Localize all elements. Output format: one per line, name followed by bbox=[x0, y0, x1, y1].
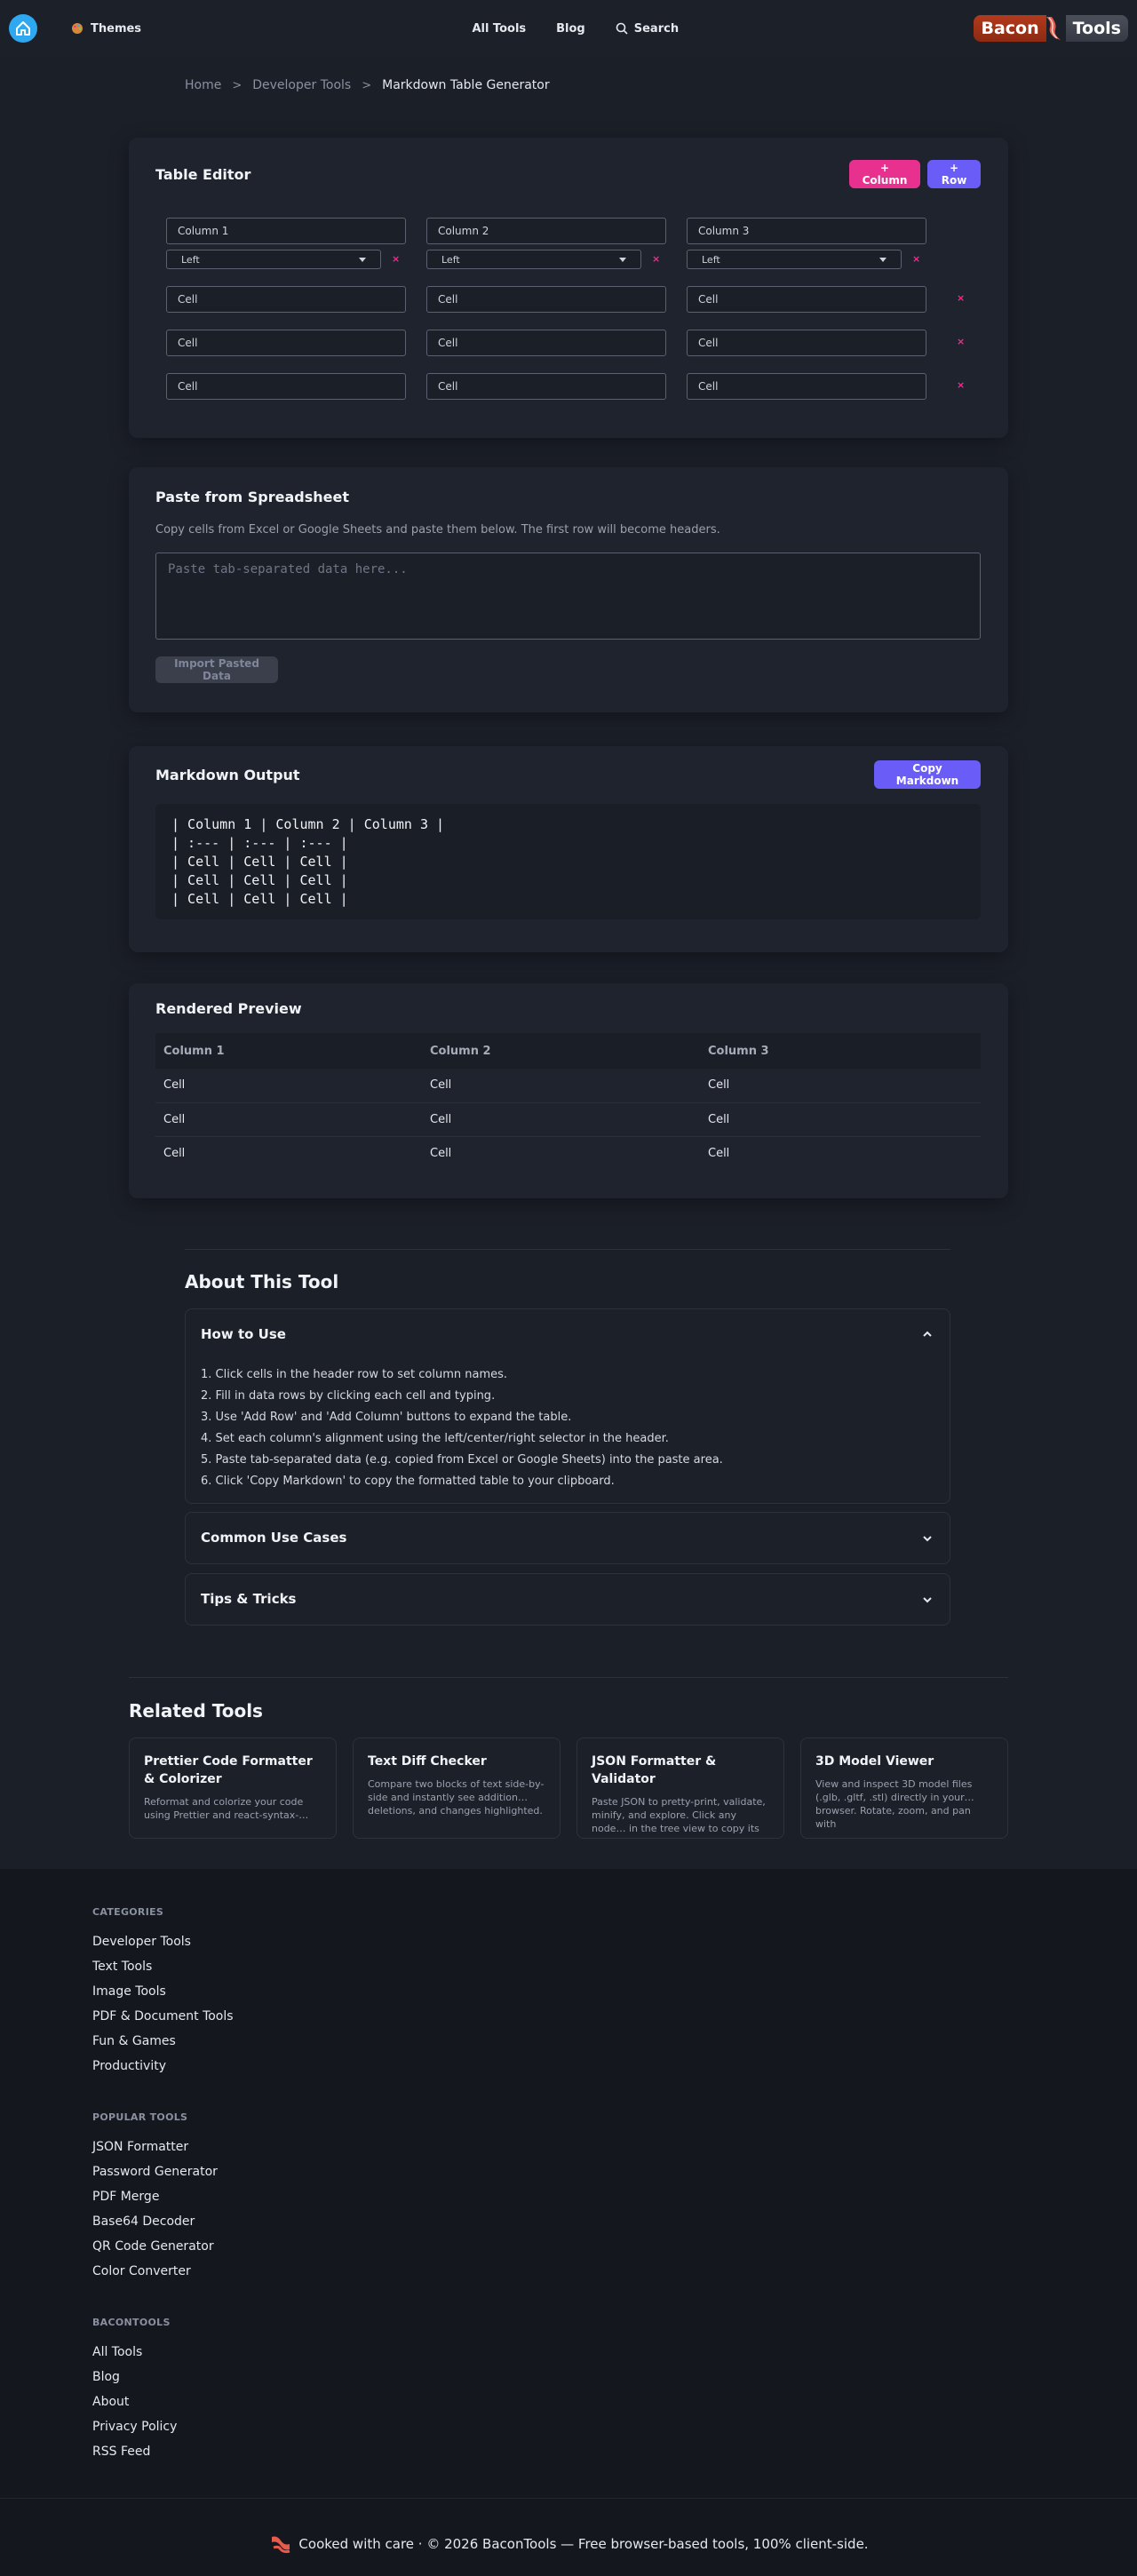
preview-cell: Cell bbox=[155, 1069, 422, 1102]
related-tool-card[interactable] bbox=[576, 1737, 784, 1839]
related-tool-card[interactable] bbox=[129, 1737, 337, 1839]
preview-cell: Cell bbox=[155, 1102, 422, 1136]
footer-link[interactable]: PDF & Document Tools bbox=[92, 2009, 234, 2023]
alignment-value: Left bbox=[702, 253, 720, 266]
footer-link[interactable]: QR Code Generator bbox=[92, 2239, 214, 2254]
cell-input[interactable]: Cell bbox=[166, 286, 406, 313]
table-row bbox=[155, 1136, 981, 1170]
chevron-down-icon bbox=[359, 258, 366, 262]
themes-label: Themes bbox=[91, 21, 142, 36]
themes-button[interactable] bbox=[71, 22, 141, 36]
accordion-tips-tricks[interactable] bbox=[185, 1573, 950, 1626]
footer-link[interactable]: Color Converter bbox=[92, 2264, 191, 2278]
related-tools-title: Related Tools bbox=[129, 1700, 263, 1721]
related-tool-desc: View and inspect 3D model files (.glb, .gltf, .stl) directly in your… browser. Rotate, zoom, and pan with bbox=[815, 1778, 974, 1830]
preview-cell: Cell bbox=[422, 1069, 700, 1102]
list-item: 3. Use 'Add Row' and 'Add Column' buttons to expand the table. bbox=[201, 1411, 572, 1424]
paste-card bbox=[129, 467, 1008, 712]
footer-link[interactable]: All Tools bbox=[92, 2345, 143, 2359]
footer-link[interactable]: Productivity bbox=[92, 2059, 166, 2073]
table-row bbox=[155, 1102, 981, 1136]
palette-icon bbox=[71, 22, 83, 35]
footer-link[interactable]: Developer Tools bbox=[92, 1935, 191, 1949]
related-tool-card[interactable] bbox=[353, 1737, 561, 1839]
preview-header-cell: Column 3 bbox=[700, 1033, 981, 1069]
list-item: 6. Click 'Copy Markdown' to copy the formatted table to your clipboard. bbox=[201, 1475, 615, 1488]
accordion-header[interactable]: Common Use Cases bbox=[201, 1530, 347, 1546]
add-column-button[interactable]: + Column bbox=[849, 160, 920, 188]
preview-cell: Cell bbox=[700, 1102, 981, 1136]
footer-link[interactable]: Base64 Decoder bbox=[92, 2214, 195, 2229]
code-line: | Cell | Cell | Cell | bbox=[171, 891, 348, 907]
list-item: 5. Paste tab-separated data (e.g. copied from Excel or Google Sheets) into the paste area. bbox=[201, 1453, 723, 1467]
top-nav bbox=[0, 0, 1137, 57]
remove-column-2-button[interactable]: × bbox=[652, 253, 661, 265]
cell-input[interactable]: Cell bbox=[687, 286, 926, 313]
footer-link[interactable]: About bbox=[92, 2395, 130, 2409]
bacon-icon bbox=[268, 2532, 293, 2556]
add-row-button[interactable]: + Row bbox=[927, 160, 981, 188]
cell-input[interactable]: Cell bbox=[426, 330, 666, 356]
alignment-select-3[interactable] bbox=[687, 250, 902, 269]
table-editor-title: Table Editor bbox=[155, 166, 251, 183]
markdown-output-card bbox=[129, 746, 1008, 952]
markdown-code-block[interactable] bbox=[155, 804, 981, 919]
accordion-common-use-cases[interactable] bbox=[185, 1512, 950, 1564]
header-input-1[interactable]: Column 1 bbox=[166, 218, 406, 244]
table-editor-card bbox=[129, 138, 1008, 438]
copyright-text: Cooked with care · © 2026 BaconTools — Free browser-based tools, 100% client-side. bbox=[298, 2536, 869, 2552]
about-title: About This Tool bbox=[185, 1271, 339, 1292]
preview-cell: Cell bbox=[163, 1146, 186, 1160]
footer-bacontools-list bbox=[92, 2340, 177, 2464]
how-to-steps bbox=[201, 1364, 723, 1492]
preview-header-cell: Column 2 bbox=[422, 1033, 700, 1069]
footer-copyright bbox=[0, 2532, 1137, 2556]
paste-title: Paste from Spreadsheet bbox=[155, 489, 350, 505]
preview-cell: Cell bbox=[700, 1069, 981, 1102]
footer-link[interactable]: Text Tools bbox=[92, 1960, 153, 1974]
paste-description: Copy cells from Excel or Google Sheets and paste them below. The first row will become headers. bbox=[155, 523, 720, 537]
related-tool-name: 3D Model Viewer bbox=[815, 1754, 934, 1769]
related-tool-name: JSON Formatter & Validator bbox=[592, 1754, 717, 1786]
section-divider bbox=[185, 1249, 950, 1250]
section-divider bbox=[129, 1677, 1008, 1678]
preview-cell: Cell bbox=[430, 1146, 452, 1160]
cell-input[interactable]: Cell bbox=[166, 330, 406, 356]
nav-center bbox=[472, 22, 679, 36]
chevron-right-icon: > bbox=[232, 78, 243, 92]
alignment-value: Left bbox=[441, 253, 460, 266]
accordion-header[interactable]: Tips & Tricks bbox=[201, 1591, 297, 1607]
brand-tools-text: Tools bbox=[1066, 15, 1128, 42]
cell-input[interactable]: Cell bbox=[426, 286, 666, 313]
cell-input[interactable]: Cell bbox=[166, 373, 406, 400]
remove-row-2-button[interactable]: × bbox=[957, 336, 966, 347]
search-label: Search bbox=[633, 21, 680, 36]
footer-link[interactable]: Password Generator bbox=[92, 2165, 218, 2179]
footer-divider bbox=[0, 2498, 1137, 2499]
brand-bacon-text: Bacon bbox=[974, 15, 1046, 42]
related-tool-name: Text Diff Checker bbox=[368, 1754, 487, 1769]
markdown-output-title: Markdown Output bbox=[155, 767, 300, 783]
paste-textarea[interactable]: Paste tab-separated data here... bbox=[155, 553, 981, 640]
rendered-preview-title: Rendered Preview bbox=[155, 1000, 302, 1017]
cell-input[interactable]: Cell bbox=[687, 373, 926, 400]
chevron-right-icon: > bbox=[362, 78, 372, 92]
list-item: 4. Set each column's alignment using the left/center/right selector in the header. bbox=[201, 1432, 669, 1445]
header-input-2[interactable]: Column 2 bbox=[426, 218, 666, 244]
remove-row-1-button[interactable]: × bbox=[957, 292, 966, 304]
code-line: | :--- | :--- | :--- | bbox=[171, 835, 348, 851]
import-pasted-data-button[interactable]: Import Pasted Data bbox=[155, 656, 278, 683]
chevron-up-icon[interactable] bbox=[921, 1328, 934, 1340]
footer-link[interactable]: Fun & Games bbox=[92, 2034, 176, 2048]
footer-popular-list bbox=[92, 2135, 218, 2284]
footer-link[interactable]: Image Tools bbox=[92, 1984, 166, 1999]
chevron-down-icon bbox=[879, 258, 887, 262]
accordion-how-to-use bbox=[185, 1308, 950, 1504]
remove-column-1-button[interactable]: × bbox=[392, 253, 401, 265]
breadcrumb-current: Markdown Table Generator bbox=[382, 78, 550, 92]
alignment-value: Left bbox=[181, 253, 200, 266]
related-tool-desc: Reformat and colorize your code using Prettier and react-syntax-… bbox=[144, 1796, 309, 1821]
footer-link[interactable]: JSON Formatter bbox=[92, 2140, 189, 2154]
brand-logo[interactable] bbox=[974, 13, 1128, 44]
footer-link[interactable]: PDF Merge bbox=[92, 2190, 160, 2204]
code-line: | Cell | Cell | Cell | bbox=[171, 854, 348, 870]
related-tool-desc: Compare two blocks of text side-by-side and instantly see addition… deletions, and changes highlighted. bbox=[368, 1778, 545, 1817]
search-icon bbox=[616, 22, 628, 35]
cell-input[interactable]: Cell bbox=[687, 330, 926, 356]
header-input-3[interactable]: Column 3 bbox=[687, 218, 926, 244]
nav-search-button[interactable] bbox=[616, 22, 679, 36]
footer-link[interactable]: RSS Feed bbox=[92, 2445, 151, 2459]
preview-cell: Cell bbox=[422, 1102, 700, 1136]
remove-row-3-button[interactable]: × bbox=[957, 379, 966, 391]
nav-link-blog[interactable]: Blog bbox=[556, 21, 585, 36]
accordion-header[interactable]: How to Use bbox=[201, 1326, 286, 1342]
breadcrumb-home[interactable]: Home bbox=[185, 78, 222, 92]
chevron-down-icon[interactable] bbox=[921, 1594, 934, 1606]
remove-column-3-button[interactable]: × bbox=[912, 253, 921, 265]
footer-heading-categories: CATEGORIES bbox=[92, 1906, 164, 1918]
nav-left bbox=[9, 14, 141, 43]
related-tool-desc: Paste JSON to pretty-print, validate, minify, and explore. Click any node… in the tree view to copy its bbox=[592, 1796, 766, 1834]
alignment-select-1[interactable] bbox=[166, 250, 381, 269]
chevron-down-icon bbox=[619, 258, 626, 262]
table-row bbox=[155, 1069, 981, 1102]
home-button[interactable] bbox=[9, 14, 37, 43]
copy-markdown-button[interactable]: Copy Markdown bbox=[874, 760, 981, 789]
code-line: | Cell | Cell | Cell | bbox=[171, 872, 348, 888]
list-item: 2. Fill in data rows by clicking each cell and typing. bbox=[201, 1389, 496, 1403]
rendered-preview-card bbox=[129, 983, 1008, 1198]
preview-header-cell: Column 1 bbox=[155, 1033, 422, 1069]
footer-heading-bacontools: BACONTOOLS bbox=[92, 2317, 171, 2328]
footer-link[interactable]: Blog bbox=[92, 2370, 120, 2384]
list-item: 1. Click cells in the header row to set column names. bbox=[201, 1368, 508, 1381]
alignment-select-2[interactable] bbox=[426, 250, 641, 269]
home-icon bbox=[14, 20, 32, 37]
preview-cell: Cell bbox=[708, 1146, 730, 1160]
preview-header-row bbox=[155, 1033, 981, 1069]
code-line: | Column 1 | Column 2 | Column 3 | bbox=[171, 816, 445, 832]
footer-categories-list bbox=[92, 1929, 234, 2079]
cell-input[interactable]: Cell bbox=[426, 373, 666, 400]
related-tool-card[interactable] bbox=[800, 1737, 1008, 1839]
breadcrumb-developer-tools[interactable]: Developer Tools bbox=[252, 78, 352, 92]
related-tool-name: Prettier Code Formatter & Colorizer bbox=[144, 1754, 313, 1786]
footer-link[interactable]: Privacy Policy bbox=[92, 2420, 178, 2434]
nav-link-all-tools[interactable]: All Tools bbox=[472, 21, 527, 36]
breadcrumb bbox=[185, 78, 550, 92]
preview-table bbox=[155, 1033, 981, 1170]
chevron-down-icon[interactable] bbox=[921, 1532, 934, 1545]
footer-heading-popular: POPULAR TOOLS bbox=[92, 2111, 188, 2123]
